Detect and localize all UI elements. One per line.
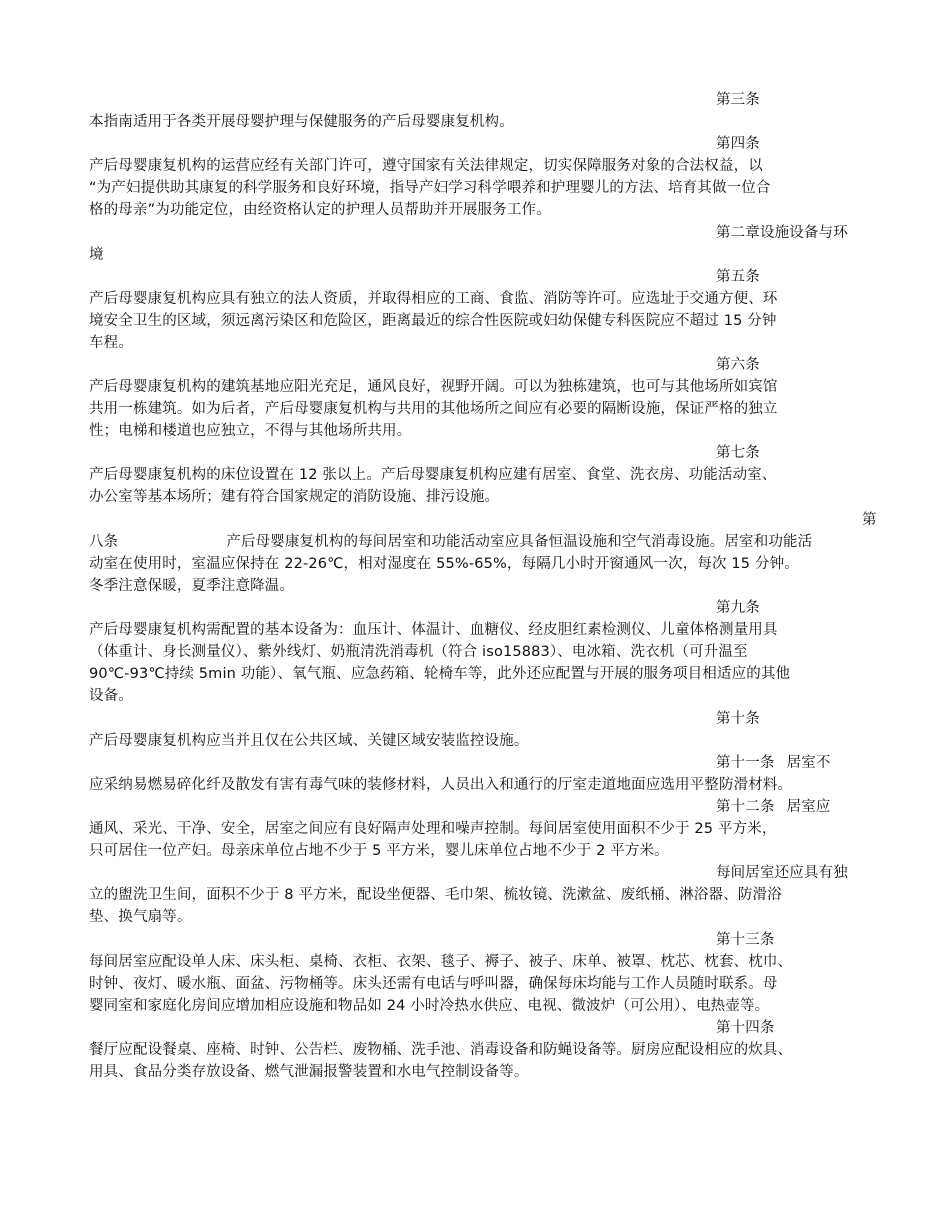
- article-4-line-3: 格的母亲”为功能定位，由经资格认定的护理人员帮助并开展服务工作。: [89, 202, 551, 218]
- article-11-heading: [716, 753, 831, 773]
- article-4-heading: 第四条: [716, 136, 760, 152]
- article-9-heading: 第九条: [716, 600, 760, 616]
- article-4-line-2: “为产妇提供助其康复的科学服务和良好环境，指导产妇学习科学喂养和护理婴儿的方法、培育其做一位合: [89, 180, 771, 196]
- article-12-line-5: 垫、换气扇等。: [89, 909, 192, 925]
- article-5-line-3: 车程。: [89, 335, 133, 351]
- article-8-heading-end: 八条: [89, 534, 119, 550]
- chapter-2-heading: 第二章设施设备与环: [716, 225, 848, 241]
- article-12-heading: [716, 797, 831, 817]
- article-13-line-1: 每间居室应配设单人床、床头柜、桌椅、衣柜、衣架、毯子、褥子、被子、床单、被罩、枕芯、枕套、枕巾、: [89, 954, 793, 970]
- chapter-2-heading-wrap: 境: [89, 247, 104, 263]
- article-11-text: 应采纳易燃易碎化纤及散发有害有毒气味的装修材料，人员出入和通行的厅室走道地面应选用平整防滑材料。: [89, 777, 793, 793]
- article-11-label: 第十一条: [716, 755, 775, 771]
- article-14-heading: 第十四条: [716, 1020, 775, 1036]
- article-12-line-1: 通风、采光、干净、安全，居室之间应有良好隔声处理和噪声控制。每间居室使用面积不少于 25 平方米，: [89, 821, 777, 837]
- article-8-heading-start: 第: [862, 512, 877, 528]
- article-5-line-1: 产后母婴康复机构应具有独立的法人资质，并取得相应的工商、食监、消防等许可。应选址于交通方便、环: [89, 291, 778, 307]
- article-8-line-2: 动室在使用时，室温应保持在 22-26℃，相对湿度在 55%-65%，每隔几小时开窗通风一次，每次 15 分钟。: [89, 556, 799, 572]
- article-7-heading: 第七条: [716, 445, 760, 461]
- article-4-line-1: 产后母婴康复机构的运营应经有关部门许可，遵守国家有关法律规定，切实保障服务对象的合法权益，以: [89, 158, 763, 174]
- article-9-line-4: 设备。: [89, 688, 133, 704]
- article-13-line-2: 时钟、夜灯、暖水瓶、面盆、污物桶等。床头还需有电话与呼叫器，确保每床均能与工作人员随时联系。母: [89, 976, 778, 992]
- article-6-line-3: 性；电梯和楼道也应独立，不得与其他场所共用。: [89, 423, 412, 439]
- article-9-line-1: 产后母婴康复机构需配置的基本设备为：血压计、体温计、血糖仪、经皮胆红素检测仪、儿童体格测量用具: [89, 622, 778, 638]
- article-6-line-2: 共用一栋建筑。如为后者，产后母婴康复机构与共用的其他场所之间应有必要的隔断设施，保证严格的独立: [89, 401, 778, 417]
- article-5-heading: 第五条: [716, 269, 760, 285]
- article-3-text: 本指南适用于各类开展母婴护理与保健服务的产后母婴康复机构。: [89, 114, 514, 130]
- article-12-line-3: 每间居室还应具有独: [716, 865, 848, 881]
- article-8-line-3: 冬季注意保暖，夏季注意降温。: [89, 578, 295, 594]
- article-12-line-4: 立的盥洗卫生间，面积不少于 8 平方米，配设坐便器、毛巾架、梳妆镜、洗漱盆、废纸桶、淋浴器、防滑浴: [89, 887, 782, 903]
- article-8-text-1: 产后母婴康复机构的每间居室和功能活动室应具备恒温设施和空气消毒设施。居室和功能活: [226, 534, 813, 550]
- article-9-line-3: 90℃-93℃持续 5min 功能）、氧气瓶、应急药箱、轮椅车等，此外还应配置与开展的服务项目相适应的其他: [89, 666, 791, 682]
- article-5-line-2: 境安全卫生的区域，须远离污染区和危险区，距离最近的综合性医院或妇幼保健专科医院应不超过 15 分钟: [89, 313, 777, 329]
- article-7-line-2: 办公室等基本场所；建有符合国家规定的消防设施、排污设施。: [89, 489, 500, 505]
- article-14-line-1: 餐厅应配设餐桌、座椅、时钟、公告栏、废物桶、洗手池、消毒设备和防蝇设备等。厨房应配设相应的炊具、: [89, 1042, 793, 1058]
- article-6-line-1: 产后母婴康复机构的建筑基地应阳光充足，通风良好，视野开阔。可以为独栋建筑，也可与其他场所如宾馆: [89, 379, 778, 395]
- article-13-line-3: 婴同室和家庭化房间应增加相应设施和物品如 24 小时冷热水供应、电视、微波炉（可公用）、电热壶等。: [89, 998, 770, 1014]
- article-10-text: 产后母婴康复机构应当并且仅在公共区域、关键区域安装监控设施。: [89, 733, 529, 749]
- article-7-line-1: 产后母婴康复机构的床位设置在 12 张以上。产后母婴康复机构应建有居室、食堂、洗衣房、功能活动室、: [89, 467, 777, 483]
- article-6-heading: 第六条: [716, 357, 760, 373]
- article-12-line-2: 只可居住一位产妇。母亲床单位占地不少于 5 平方米，婴儿床单位占地不少于 2 平方米。: [89, 843, 669, 859]
- article-9-line-2: （体重计、身长测量仪）、紫外线灯、奶瓶清洗消毒机（符合 iso15883）、电冰箱、洗衣机（可升温至: [89, 644, 748, 660]
- article-13-heading: 第十三条: [716, 932, 775, 948]
- article-10-heading: 第十条: [716, 711, 760, 727]
- article-11-text-start: 居室不: [786, 755, 831, 771]
- article-12-text-start: 居室应: [786, 799, 831, 815]
- article-3-heading: 第三条: [716, 92, 760, 108]
- article-12-label: 第十二条: [716, 799, 775, 815]
- article-14-line-2: 用具、食品分类存放设备、燃气泄漏报警装置和水电气控制设备等。: [89, 1064, 529, 1080]
- article-8-line-1: [89, 532, 812, 552]
